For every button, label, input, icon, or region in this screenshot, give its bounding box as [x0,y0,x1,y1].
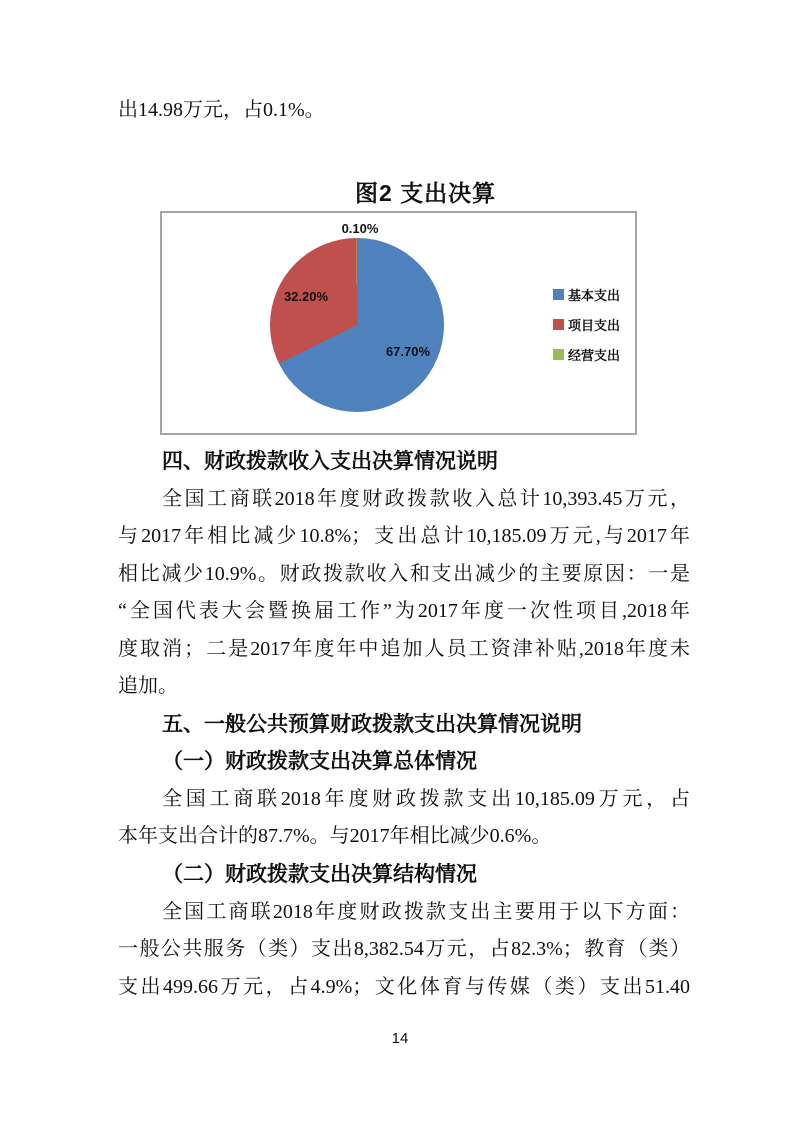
heading-section-5-1: （一）财政拨款支出决算总体情况 [162,750,477,774]
figure-title: 图2 支出决算 [355,180,497,206]
paragraph-line: 支出499.66万元，占4.9%；文化体育与传媒（类）支出51.40 [118,975,690,998]
paragraph-line: 全国工商联2018年度财政拨款收入总计10,393.45万元， [162,487,690,510]
legend-label-project: 项目支出 [568,318,621,333]
pie-label-project: 32.20% [283,289,329,304]
heading-section-4: 四、财政拨款收入支出决算情况说明 [162,450,498,473]
pie-chart-frame [160,211,637,435]
pie-label-operating: 0.10% [341,221,379,236]
legend-label-basic: 基本支出 [568,288,621,303]
paragraph-line: 一般公共服务（类）支出8,382.54万元，占82.3%；教育（类） [118,938,690,961]
intro-line: 出14.98万元，占0.1%。 [118,99,325,121]
legend-swatch-operating [553,349,564,360]
paragraph-line: 相比减少10.9%。财政拨款收入和支出减少的主要原因：一是 [118,562,690,585]
legend-item-project [553,315,637,334]
page-number: 14 [391,1030,409,1047]
paragraph-line: 全国工商联2018年度财政拨款支出10,185.09万元，占 [162,787,690,810]
paragraph-line: 与2017年相比减少10.8%；支出总计10,185.09万元,与2017年 [118,525,690,548]
legend-label-operating: 经营支出 [568,348,621,363]
heading-section-5: 五、一般公共预算财政拨款支出决算情况说明 [162,712,582,736]
chart-legend [553,285,637,375]
pie-label-basic: 67.70% [385,344,431,359]
paragraph-line: 全国工商联2018年度财政拨款支出主要用于以下方面： [162,900,690,923]
legend-item-basic [553,285,637,304]
pie-chart [270,238,444,412]
heading-section-5-2: （二）财政拨款支出决算结构情况 [162,863,477,887]
paragraph-line: 追加。 [118,675,178,698]
paragraph-line: 本年支出合计的87.7%。与2017年相比减少0.6%。 [118,825,552,848]
paragraph-line: “全国代表大会暨换届工作”为2017年度一次性项目,2018年 [118,600,690,623]
legend-swatch-basic [553,289,564,300]
paragraph-line: 度取消；二是2017年度年中追加人员工资津补贴,2018年度未 [118,637,690,660]
legend-swatch-project [553,319,564,330]
legend-item-operating [553,345,637,364]
body-text [118,443,690,1006]
